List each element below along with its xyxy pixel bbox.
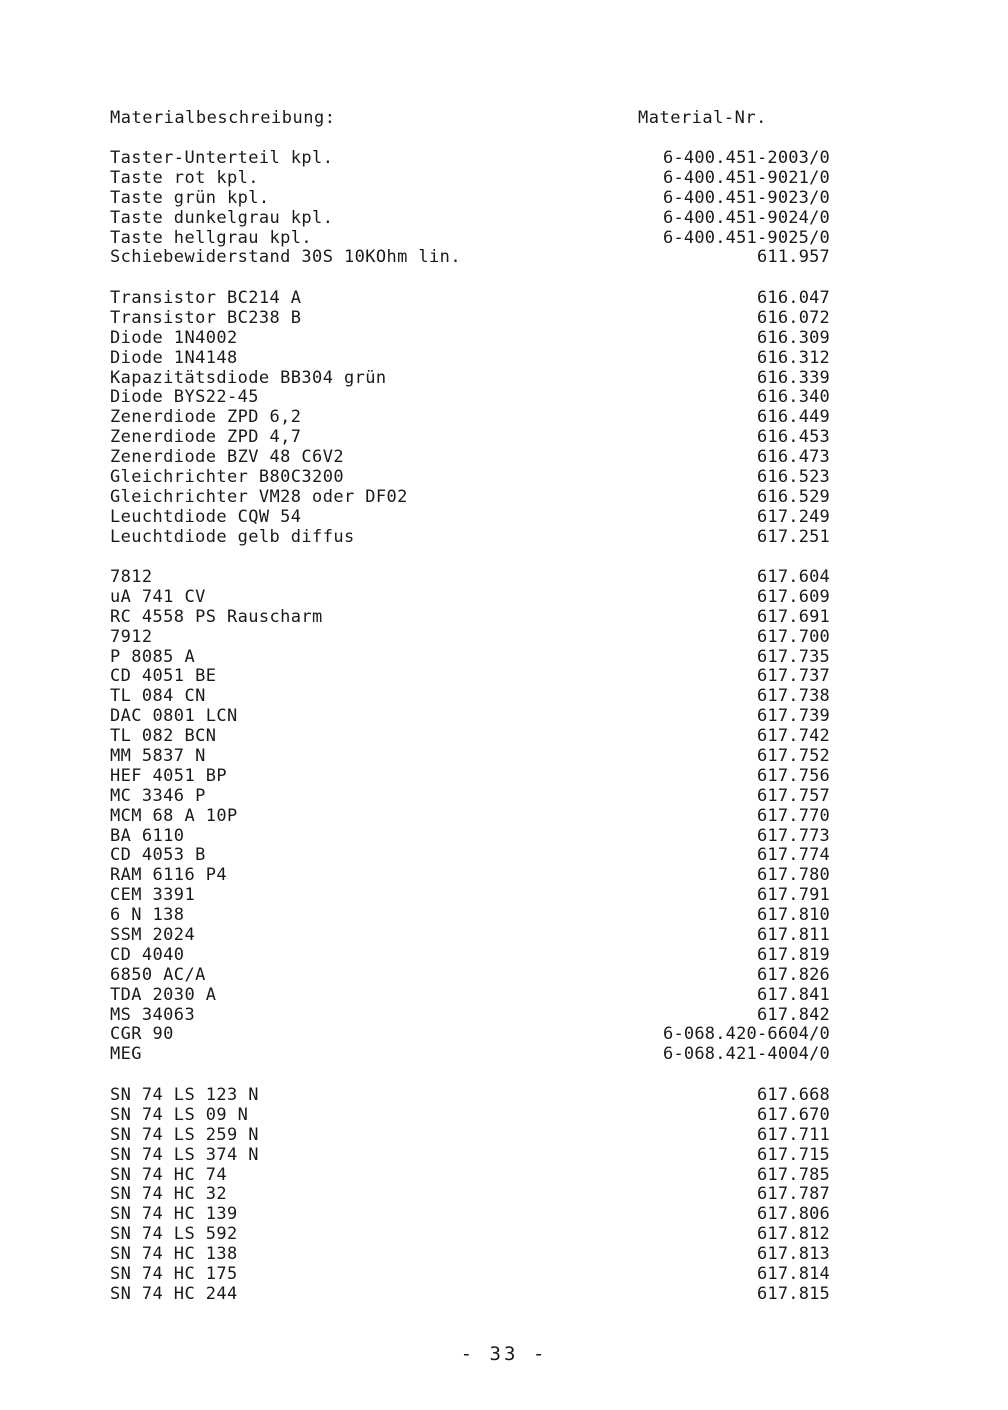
material-description: SN 74 LS 259 N [110, 1124, 259, 1145]
material-number: 617.668 [756, 1085, 830, 1105]
material-description: Schiebewiderstand 30S 10KOhm lin. [110, 247, 461, 268]
material-number: 616.339 [756, 367, 830, 388]
material-description: BA 6110 [110, 825, 185, 846]
parts-list-row [110, 1044, 840, 1064]
parts-list-row [110, 985, 840, 1005]
parts-list-row [110, 148, 840, 168]
material-number: 617.770 [756, 805, 830, 826]
material-description: TL 084 CN [110, 686, 206, 707]
material-description: P 8085 A [110, 646, 196, 667]
material-number: 617.842 [756, 1004, 830, 1025]
parts-list-row [110, 786, 840, 806]
material-number: 617.738 [756, 686, 830, 707]
material-description: Zenerdiode ZPD 4,7 [110, 427, 302, 448]
parts-list-row [110, 567, 840, 587]
material-number: 611.957 [756, 247, 830, 268]
table-header [110, 108, 838, 128]
parts-list-row [110, 188, 840, 208]
material-number: 617.812 [756, 1224, 830, 1245]
material-number: 617.773 [756, 825, 830, 846]
material-description: TL 082 BCN [110, 726, 217, 747]
parts-list-row [110, 1085, 840, 1105]
material-number: 617.251 [756, 526, 830, 547]
parts-list-row [110, 228, 840, 248]
material-description: MS 34063 [110, 1004, 196, 1025]
material-description: 6850 AC/A [110, 964, 206, 985]
parts-list-row [110, 1264, 840, 1284]
description-column-header: Materialbeschreibung: [110, 108, 336, 128]
parts-list-row [110, 826, 840, 846]
parts-list-row [110, 247, 840, 267]
parts-list-row [110, 447, 840, 467]
material-number: 617.814 [756, 1264, 830, 1285]
number-column-header: Material-Nr. [638, 108, 767, 128]
material-description: SN 74 LS 374 N [110, 1144, 259, 1165]
parts-list-row [110, 387, 840, 407]
parts-list-row [110, 487, 840, 507]
parts-list-row [110, 865, 840, 885]
material-description: SN 74 HC 175 [110, 1264, 238, 1285]
material-description: DAC 0801 LCN [110, 706, 238, 727]
parts-list-row [110, 407, 840, 427]
material-number: 6-400.451-9024/0 [663, 207, 830, 228]
parts-list-row [110, 368, 840, 388]
material-number: 616.312 [756, 347, 830, 368]
material-number: 617.826 [756, 964, 830, 985]
material-number: 617.742 [756, 726, 830, 747]
material-description: Leuchtdiode CQW 54 [110, 506, 302, 527]
material-description: RC 4558 PS Rauscharm [110, 606, 323, 627]
parts-list-row [110, 308, 840, 328]
material-description: Taster-Unterteil kpl. [110, 148, 334, 168]
material-number: 6-400.451-2003/0 [663, 148, 830, 168]
parts-list-row [110, 905, 840, 925]
parts-list-row [110, 627, 840, 647]
material-description: CD 4040 [110, 944, 185, 965]
material-number: 616.072 [756, 307, 830, 328]
material-number: 617.785 [756, 1164, 830, 1185]
parts-list-row [110, 845, 840, 865]
material-description: Zenerdiode ZPD 6,2 [110, 407, 302, 428]
material-number: 617.737 [756, 666, 830, 687]
parts-list-row [110, 1165, 840, 1185]
material-description: MEG [110, 1044, 142, 1065]
material-number: 6-068.420-6604/0 [663, 1024, 830, 1045]
material-description: Taste dunkelgrau kpl. [110, 207, 334, 228]
parts-list-row [110, 666, 840, 686]
material-description: Taste rot kpl. [110, 167, 259, 188]
material-description: MCM 68 A 10P [110, 805, 238, 826]
material-number: 617.249 [756, 506, 830, 527]
material-description: SN 74 LS 592 [110, 1224, 238, 1245]
parts-list-row [110, 726, 840, 746]
material-description: SN 74 HC 139 [110, 1204, 238, 1225]
parts-list-row [110, 607, 840, 627]
material-number: 616.473 [756, 447, 830, 468]
parts-list-row [110, 1244, 840, 1264]
material-description: MM 5837 N [110, 746, 206, 767]
material-number: 616.529 [756, 486, 830, 507]
material-number: 617.752 [756, 746, 830, 767]
parts-list-row [110, 288, 840, 308]
material-number: 616.047 [756, 288, 830, 308]
parts-list-row [110, 766, 840, 786]
material-description: Gleichrichter VM28 oder DF02 [110, 486, 408, 507]
material-description: CGR 90 [110, 1024, 174, 1045]
material-number: 617.813 [756, 1244, 830, 1265]
material-description: Taste grün kpl. [110, 187, 270, 208]
parts-list-row [110, 168, 840, 188]
material-number: 617.756 [756, 765, 830, 786]
parts-list-row [110, 587, 840, 607]
material-number: 617.819 [756, 944, 830, 965]
parts-list-row [110, 1204, 840, 1224]
material-number: 617.691 [756, 606, 830, 627]
parts-list-row [110, 467, 840, 487]
material-number: 617.739 [756, 706, 830, 727]
material-description: uA 741 CV [110, 586, 206, 607]
material-description: 7912 [110, 626, 153, 647]
parts-list-row [110, 1005, 840, 1025]
material-number: 6-400.451-9025/0 [663, 227, 830, 248]
material-number: 617.774 [756, 845, 830, 866]
parts-list-row [110, 1224, 840, 1244]
parts-list-row [110, 945, 840, 965]
material-description: HEF 4051 BP [110, 765, 227, 786]
material-number: 6-068.421-4004/0 [663, 1044, 830, 1065]
material-number: 616.340 [756, 387, 830, 408]
material-description: Diode 1N4002 [110, 327, 238, 348]
material-number: 617.810 [756, 905, 830, 926]
material-number: 617.670 [756, 1104, 830, 1125]
parts-list-row [110, 1024, 840, 1044]
material-number: 616.309 [756, 327, 830, 348]
material-number: 617.735 [756, 646, 830, 667]
material-description: Taste hellgrau kpl. [110, 227, 313, 248]
parts-list-row [110, 686, 840, 706]
parts-list-row [110, 925, 840, 945]
material-number: 6-400.451-9021/0 [663, 167, 830, 188]
material-description: TDA 2030 A [110, 984, 217, 1005]
material-description: RAM 6116 P4 [110, 865, 227, 886]
material-number: 617.787 [756, 1184, 830, 1205]
parts-group-integrated-circuits [110, 567, 840, 1064]
parts-list-row [110, 746, 840, 766]
material-number: 616.523 [756, 467, 830, 488]
parts-list-row [110, 507, 840, 527]
material-description: 6 N 138 [110, 905, 185, 926]
material-number: 617.806 [756, 1204, 830, 1225]
material-number: 617.815 [756, 1283, 830, 1304]
material-description: Transistor BC238 B [110, 307, 302, 328]
page-number: - 33 - [460, 1343, 548, 1365]
material-description: 7812 [110, 567, 153, 587]
material-number: 617.811 [756, 925, 830, 946]
material-number: 617.609 [756, 586, 830, 607]
parts-list-row [110, 1125, 840, 1145]
material-description: Diode BYS22-45 [110, 387, 259, 408]
material-number: 616.449 [756, 407, 830, 428]
material-number: 617.780 [756, 865, 830, 886]
parts-list-row [110, 208, 840, 228]
material-description: SN 74 HC 74 [110, 1164, 227, 1185]
material-number: 617.711 [756, 1124, 830, 1145]
material-description: SSM 2024 [110, 925, 196, 946]
material-description: Leuchtdiode gelb diffus [110, 526, 355, 547]
material-description: SN 74 HC 138 [110, 1244, 238, 1265]
parts-list-row [110, 427, 840, 447]
parts-list-row [110, 647, 840, 667]
material-description: SN 74 HC 32 [110, 1184, 227, 1205]
material-description: MC 3346 P [110, 785, 206, 806]
parts-list-row [110, 328, 840, 348]
material-description: Kapazitätsdiode BB304 grün [110, 367, 387, 388]
material-description: CD 4051 BE [110, 666, 217, 687]
parts-list-row [110, 348, 840, 368]
material-number: 617.715 [756, 1144, 830, 1165]
parts-list-row [110, 1105, 840, 1125]
material-number: 616.453 [756, 427, 830, 448]
parts-list-row [110, 885, 840, 905]
parts-list-row [110, 706, 840, 726]
material-description: SN 74 LS 09 N [110, 1104, 249, 1125]
parts-group-controls [110, 148, 840, 267]
material-description: SN 74 LS 123 N [110, 1085, 259, 1105]
parts-group-logic-ics [110, 1085, 840, 1304]
material-description: Diode 1N4148 [110, 347, 238, 368]
parts-list-row [110, 806, 840, 826]
material-number: 617.791 [756, 885, 830, 906]
material-description: Zenerdiode BZV 48 C6V2 [110, 447, 344, 468]
parts-group-semiconductors [110, 288, 840, 547]
material-number: 617.604 [756, 567, 830, 587]
parts-list-row [110, 965, 840, 985]
material-description: CD 4053 B [110, 845, 206, 866]
parts-list-row [110, 1145, 840, 1165]
parts-list-row [110, 1184, 840, 1204]
material-description: Transistor BC214 A [110, 288, 302, 308]
parts-list-row [110, 1284, 840, 1304]
material-description: SN 74 HC 244 [110, 1283, 238, 1304]
material-description: CEM 3391 [110, 885, 196, 906]
material-number: 617.757 [756, 785, 830, 806]
material-description: Gleichrichter B80C3200 [110, 467, 344, 488]
material-number: 6-400.451-9023/0 [663, 187, 830, 208]
parts-list-row [110, 527, 840, 547]
material-number: 617.700 [756, 626, 830, 647]
material-number: 617.841 [756, 984, 830, 1005]
